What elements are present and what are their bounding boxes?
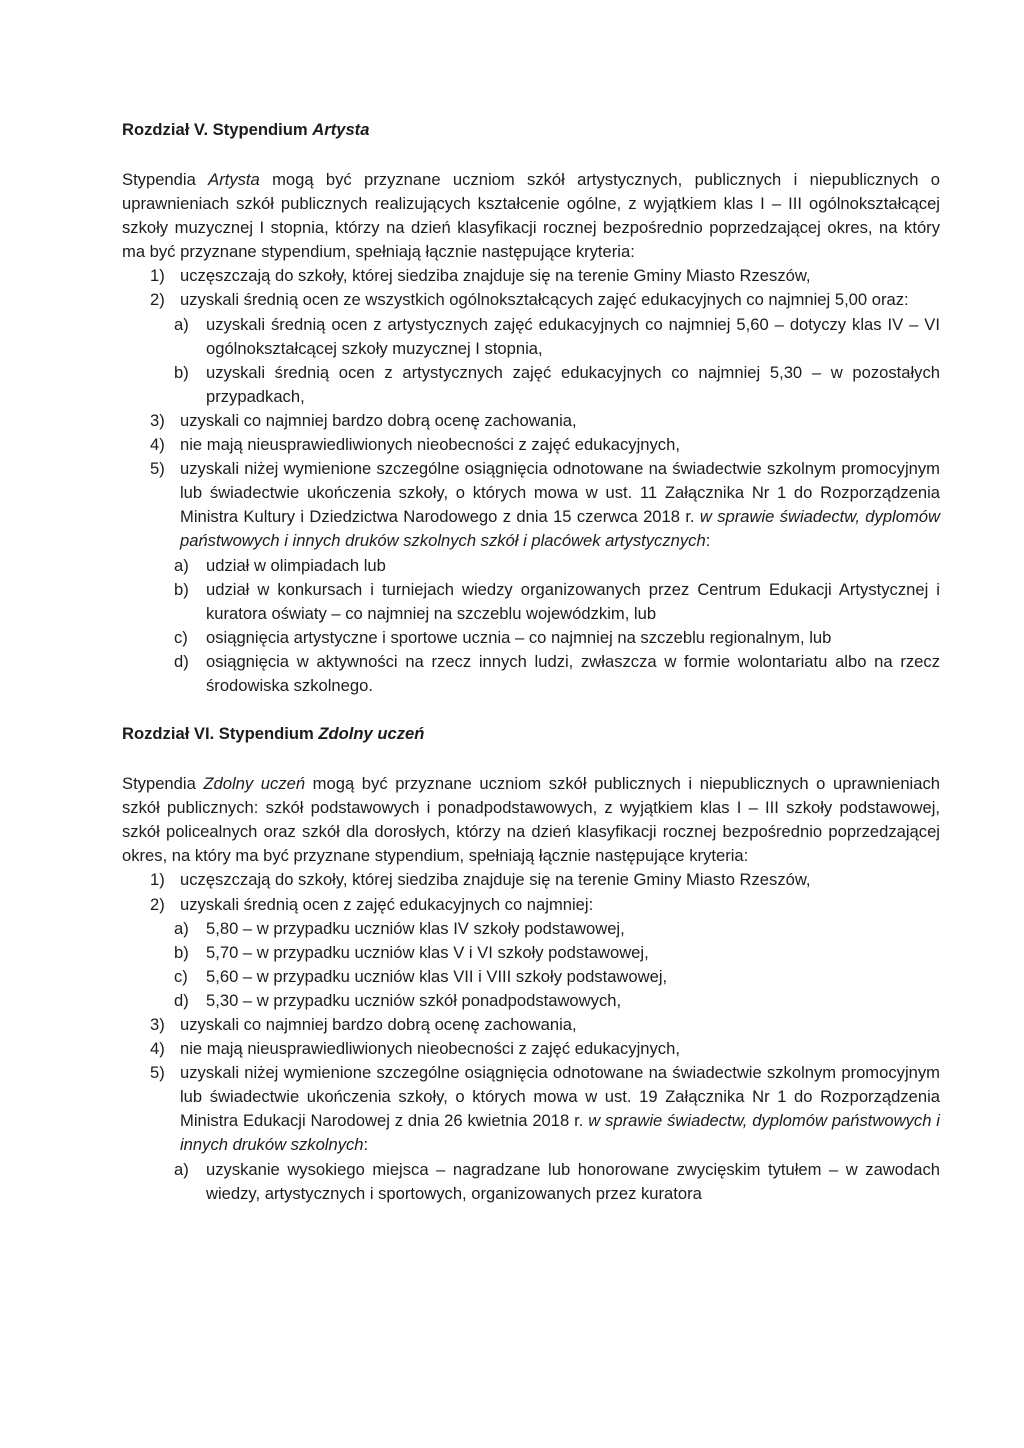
list-item-text: uzyskali co najmniej bardzo dobrą ocenę zachowania, [180, 1015, 577, 1034]
heading-text: Rozdział VI. Stypendium [122, 724, 319, 744]
sub-list-item-text: uzyskali średnią ocen z artystycznych zajęć edukacyjnych co najmniej 5,30 – w pozostałych przypadkach, [206, 362, 940, 406]
sub-list [174, 1158, 940, 1206]
sub-list-marker: c) [174, 966, 188, 986]
list-item-text: uzyskali co najmniej bardzo dobrą ocenę zachowania, [180, 410, 577, 430]
section-6-intro [122, 772, 940, 868]
sub-list-item-text: uzyskali średnią ocen z artystycznych zajęć edukacyjnych co najmniej 5,60 – dotyczy klas IV – VI ogólnokształcącej szkoły muzycznej I stopnia, [206, 314, 940, 358]
list-item-text-end: : [363, 1135, 369, 1155]
sub-list-marker: c) [174, 627, 188, 647]
sub-list-item [122, 941, 940, 965]
sub-list-marker: a) [174, 1159, 189, 1179]
intro-italic-text: Zdolny uczeń [203, 774, 306, 794]
intro-text-rest: mogą być przyznane uczniom szkół artystycznych, publicznych i niepublicznych o uprawnieniach szkół publicznych realizujących kształcenie ogólne, z wyjątkiem klas I – III ogólnokształcącej szkoły muzycznej I stopnia, którzy na dzień klasyfikacji rocznej bezpośrednio poprzedzającej okres, na który ma być przyznane stypendium, spełniają łącznie następujące kryteria: [122, 170, 940, 262]
list-item-text: nie mają nieusprawiedliwionych nieobecności z zajęć edukacyjnych, [180, 435, 680, 455]
sub-list-item [122, 965, 940, 989]
list-item-text: uczęszczają do szkoły, której siedziba znajduje się na terenie Gminy Miasto Rzeszów, [180, 870, 811, 890]
sub-list-item [122, 626, 940, 650]
section-6-criteria-list [122, 868, 940, 1205]
section-5-criteria-list [122, 264, 940, 698]
sub-list-marker: d) [174, 990, 189, 1010]
sub-list [174, 554, 940, 699]
list-marker: 4) [150, 435, 165, 455]
list-item [122, 409, 940, 433]
list-marker: 3) [150, 410, 165, 430]
sub-list-item [122, 554, 940, 578]
sub-list-item [122, 917, 940, 941]
intro-text: Stypendia [122, 774, 204, 794]
sub-list-marker: a) [174, 555, 189, 575]
list-marker: 5) [150, 459, 165, 479]
list-item [122, 1037, 940, 1061]
list-item-italic-text: w sprawie świadectw, dyplomów państwowych i innych druków szkolnych [180, 1111, 940, 1155]
sub-list-item-text: osiągnięcia w aktywności na rzecz innych ludzi, zwłaszcza w formie wolontariatu albo na rzecz środowiska szkolnego. [206, 651, 940, 695]
sub-list [174, 313, 940, 409]
list-item [122, 893, 940, 1013]
list-marker: 4) [150, 1039, 165, 1059]
list-item-text: uzyskali niżej wymienione szczególne osiągnięcia odnotowane na świadectwie szkolnym promocyjnym lub świadectwie ukończenia szkoły, o których mowa w ust. 11 Załącznika Nr 1 do Rozporządzenia Ministra Kultury i Dziedzictwa Narodowego z dnia 15 czerwca 2018 r. [180, 459, 940, 527]
sub-list-item [122, 361, 940, 409]
sub-list-item-text: 5,30 – w przypadku uczniów szkół ponadpodstawowych, [206, 990, 622, 1010]
list-marker: 2) [150, 894, 165, 914]
heading-italic-text: Artysta [312, 120, 370, 139]
list-item [122, 1061, 940, 1206]
list-item-italic-text: w sprawie świadectw, dyplomów państwowych i innych druków szkolnych szkół i placówek artystycznych [180, 507, 940, 551]
list-item-text: uzyskali średnią ocen z zajęć edukacyjnych co najmniej: [180, 894, 594, 914]
sub-list-item-text: 5,70 – w przypadku uczniów klas V i VI szkoły podstawowej, [206, 942, 649, 962]
sub-list-item [122, 313, 940, 361]
list-marker: 1) [150, 266, 165, 286]
sub-list-marker: b) [174, 362, 189, 382]
list-item [122, 868, 940, 892]
list-item-text: nie mają nieusprawiedliwionych nieobecności z zajęć edukacyjnych, [180, 1039, 680, 1059]
sub-list-marker: b) [174, 942, 189, 962]
list-marker: 2) [150, 290, 165, 310]
sub-list-item-text: osiągnięcia artystyczne i sportowe ucznia – co najmniej na szczeblu regionalnym, lub [206, 627, 832, 647]
list-item-text: uzyskali średnią ocen ze wszystkich ogólnokształcących zajęć edukacyjnych co najmniej 5,00 oraz: [180, 290, 909, 310]
sub-list-item-text: udział w olimpiadach lub [206, 555, 386, 575]
intro-text: Stypendia [122, 170, 209, 189]
sub-list-item [122, 650, 940, 698]
list-item [122, 457, 940, 698]
list-item [122, 264, 940, 288]
sub-list-marker: d) [174, 651, 189, 671]
section-5-heading [122, 118, 940, 144]
sub-list-item-text: 5,60 – w przypadku uczniów klas VII i VIII szkoły podstawowej, [206, 966, 668, 986]
list-marker: 1) [150, 870, 165, 890]
sub-list-marker: a) [174, 314, 189, 334]
list-marker: 5) [150, 1063, 165, 1083]
list-marker: 3) [150, 1015, 165, 1034]
sub-list-item [122, 989, 940, 1013]
sub-list-item-text: uzyskanie wysokiego miejsca – nagradzane lub honorowane zwycięskim tytułem – w zawodach wiedzy, artystycznych i sportowych, organizowanych przez kuratora [206, 1159, 940, 1203]
sub-list-marker: b) [174, 579, 189, 599]
section-5-intro [122, 168, 940, 264]
list-item [122, 288, 940, 408]
list-item [122, 433, 940, 457]
sub-list-item [122, 1158, 940, 1206]
section-6-heading [122, 722, 940, 748]
list-item-text: uczęszczają do szkoły, której siedziba znajduje się na terenie Gminy Miasto Rzeszów, [180, 266, 811, 286]
intro-text-rest: mogą być przyznane uczniom szkół publicznych i niepublicznych o uprawnieniach szkół publicznych: szkół podstawowych i ponadpodstawowych, z wyjątkiem klas I – III szkoły podstawowej, szkół policealnych oraz szkół dla dorosłych, którzy na dzień klasyfikacji rocznej bezpośrednio poprzedzającej okres, na który ma być przyznane stypendium, spełniają łącznie następujące kryteria: [122, 774, 940, 866]
list-item-text-end: : [705, 531, 711, 551]
heading-italic-text: Zdolny uczeń [318, 724, 425, 744]
intro-italic-text: Artysta [208, 170, 260, 189]
sub-list [174, 917, 940, 1013]
document-content [122, 118, 940, 1206]
sub-list-item-text: 5,80 – w przypadku uczniów klas IV szkoły podstawowej, [206, 918, 625, 938]
sub-list-item [122, 578, 940, 626]
list-item [122, 1013, 940, 1037]
sub-list-item-text: udział w konkursach i turniejach wiedzy organizowanych przez Centrum Edukacji Artystycznej i kuratora oświaty – co najmniej na szczeblu wojewódzkim, lub [206, 579, 940, 623]
list-item-text: uzyskali niżej wymienione szczególne osiągnięcia odnotowane na świadectwie szkolnym promocyjnym lub świadectwie ukończenia szkoły, o których mowa w ust. 19 Załącznika Nr 1 do Rozporządzenia Ministra Edukacji Narodowej z dnia 26 kwietnia 2018 r. [180, 1063, 940, 1131]
sub-list-marker: a) [174, 918, 189, 938]
heading-text: Rozdział V. Stypendium [122, 120, 313, 139]
